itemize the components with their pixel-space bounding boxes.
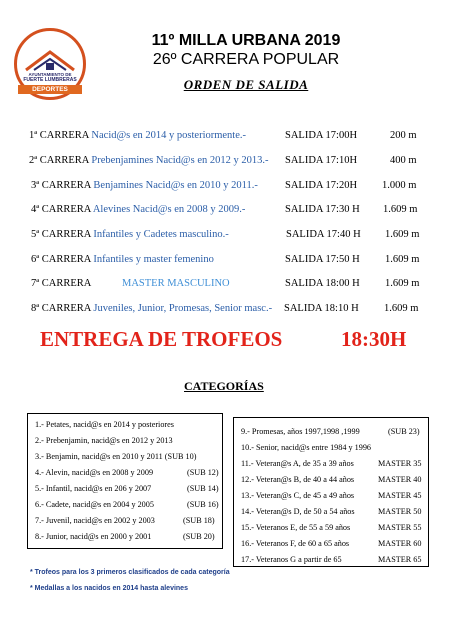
race-label: 1ª CARRERA <box>29 130 89 141</box>
category-sub: MASTER 55 <box>378 523 422 532</box>
race-description: Juveniles, Junior, Promesas, Senior masc.- <box>93 303 273 314</box>
race-description: Alevines Nacid@s en 2008 y 2009.- <box>92 204 246 215</box>
category-sub: MASTER 65 <box>378 555 422 564</box>
race-time: SALIDA 18:00 H <box>285 278 360 289</box>
race-time: SALIDA 17:30 H <box>285 204 360 215</box>
category-item: 8.- Junior, nacid@s en 2000 y 2001 (SUB 20) <box>35 532 215 541</box>
category-sub: MASTER 50 <box>378 507 422 516</box>
categories-box-left <box>27 413 223 549</box>
race-description: Benjamines Nacid@s en 2010 y 2011.- <box>93 180 258 191</box>
footnote: * Medallas a los nacidos en 2014 hasta alevines <box>30 585 188 592</box>
house-roof-icon <box>22 48 78 74</box>
race-row <box>0 254 453 268</box>
race-time: SALIDA 17:10H <box>285 155 358 166</box>
race-description: Nacid@s en 2014 y posteriormente.- <box>91 130 247 141</box>
race-distance: 1.609 m <box>385 229 420 240</box>
race-row <box>0 278 453 292</box>
category-item: 3.- Benjamin, nacid@s en 2010 y 2011 (SUB 10) <box>35 452 197 461</box>
race-distance: 400 m <box>390 155 417 166</box>
category-item: 9.- Promesas, años 1997,1998 ,1999 (SUB 23) <box>241 427 420 436</box>
page-title: 11º MILLA URBANA 2019 <box>151 32 341 49</box>
race-row <box>0 229 453 243</box>
race-row <box>0 303 453 317</box>
category-item: 7.- Juvenil, nacid@s en 2002 y 2003 (SUB 18) <box>35 516 215 525</box>
race-distance: 1.609 m <box>385 278 420 289</box>
category-sub: (SUB 18) <box>183 516 215 525</box>
category-item: 14.- Veteran@s D, de 50 a 54 años MASTER 50 <box>241 507 422 516</box>
race-label: 2ª CARRERA <box>29 155 89 166</box>
race-label: 5ª CARRERA <box>31 229 91 240</box>
logo-line-2: FUERTE LUMBRERAS <box>23 77 77 83</box>
race-time: SALIDA 18:10 H <box>284 303 359 314</box>
race-distance: 200 m <box>390 130 417 141</box>
race-time: SALIDA 17:50 H <box>285 254 360 265</box>
section-title: ORDEN DE SALIDA <box>183 77 309 92</box>
category-sub: (SUB 14) <box>187 484 219 493</box>
logo-line-1: AYUNTAMIENTO DE <box>28 72 72 77</box>
category-item: 10.- Senior, nacid@s entre 1984 y 1996 <box>241 443 372 452</box>
category-item: 15.- Veteranos E, de 55 a 59 años MASTER 55 <box>241 523 422 532</box>
race-time: SALIDA 17:00H <box>285 130 358 141</box>
race-label: 3ª CARRERA <box>31 180 91 191</box>
category-item: 2.- Prebenjamin, nacid@s en 2012 y 2013 <box>35 436 173 445</box>
logo <box>14 28 86 100</box>
categories-title: CATEGORÍAS <box>184 379 264 393</box>
race-row <box>0 130 453 144</box>
categories-box-right <box>233 417 429 567</box>
category-sub: MASTER 40 <box>378 475 422 484</box>
race-row <box>0 155 453 169</box>
category-item: 11.- Veteran@s A, de 35 a 39 años MASTER 35 <box>241 459 422 468</box>
race-distance: 1.609 m <box>384 303 419 314</box>
race-description: Infantiles y master femenino <box>93 254 214 265</box>
category-item: 6.- Cadete, nacid@s en 2004 y 2005 (SUB 16) <box>35 500 219 509</box>
trophies-heading: ENTREGA DE TROFEOS <box>40 327 283 351</box>
category-sub: (SUB 23) <box>388 427 420 436</box>
race-label: 8ª CARRERA <box>31 303 91 314</box>
category-item: 4.- Alevin, nacid@s en 2008 y 2009 (SUB 12) <box>35 468 219 477</box>
race-row <box>0 180 453 194</box>
race-label: 6ª CARRERA <box>31 254 91 265</box>
category-sub: (SUB 16) <box>187 500 219 509</box>
race-distance: 1.609 m <box>385 254 420 265</box>
race-description: Infantiles y Cadetes masculino.- <box>93 229 229 240</box>
race-time: SALIDA 17:40 H <box>286 229 361 240</box>
category-sub: MASTER 45 <box>378 491 422 500</box>
category-item: 16.- Veteranos F, de 60 a 65 años MASTER 60 <box>241 539 422 548</box>
race-label: 4ª CARRERA <box>31 204 91 215</box>
logo-banner: DEPORTES <box>18 85 82 94</box>
category-sub: (SUB 20) <box>183 532 215 541</box>
category-sub: MASTER 60 <box>378 539 422 548</box>
race-description: MASTER MASCULINO <box>122 278 230 289</box>
category-item: 5.- Infantil, nacid@s en 206 y 2007 (SUB 14) <box>35 484 219 493</box>
race-distance: 1.609 m <box>383 204 418 215</box>
category-sub: (SUB 12) <box>187 468 219 477</box>
race-label: 7ª CARRERA <box>31 278 92 289</box>
trophies-time: 18:30H <box>341 327 407 351</box>
race-time: SALIDA 17:20H <box>285 180 358 191</box>
category-item: 12.- Veteran@s B, de 40 a 44 años MASTER 40 <box>241 475 422 484</box>
category-item: 13.- Veteran@s C, de 45 a 49 años MASTER 45 <box>241 491 422 500</box>
category-item: 17.- Veteranos G a partir de 65 MASTER 65 <box>241 555 422 564</box>
category-sub: MASTER 35 <box>378 459 422 468</box>
race-row <box>0 204 453 218</box>
page-subtitle: 26º CARRERA POPULAR <box>152 51 340 68</box>
race-distance: 1.000 m <box>382 180 417 191</box>
footnote: * Trofeos para los 3 primeros clasificados de cada categoría <box>30 569 230 576</box>
category-item: 1.- Petates, nacid@s en 2014 y posteriores <box>35 420 174 429</box>
race-description: Prebenjamines Nacid@s en 2012 y 2013.- <box>91 155 269 166</box>
